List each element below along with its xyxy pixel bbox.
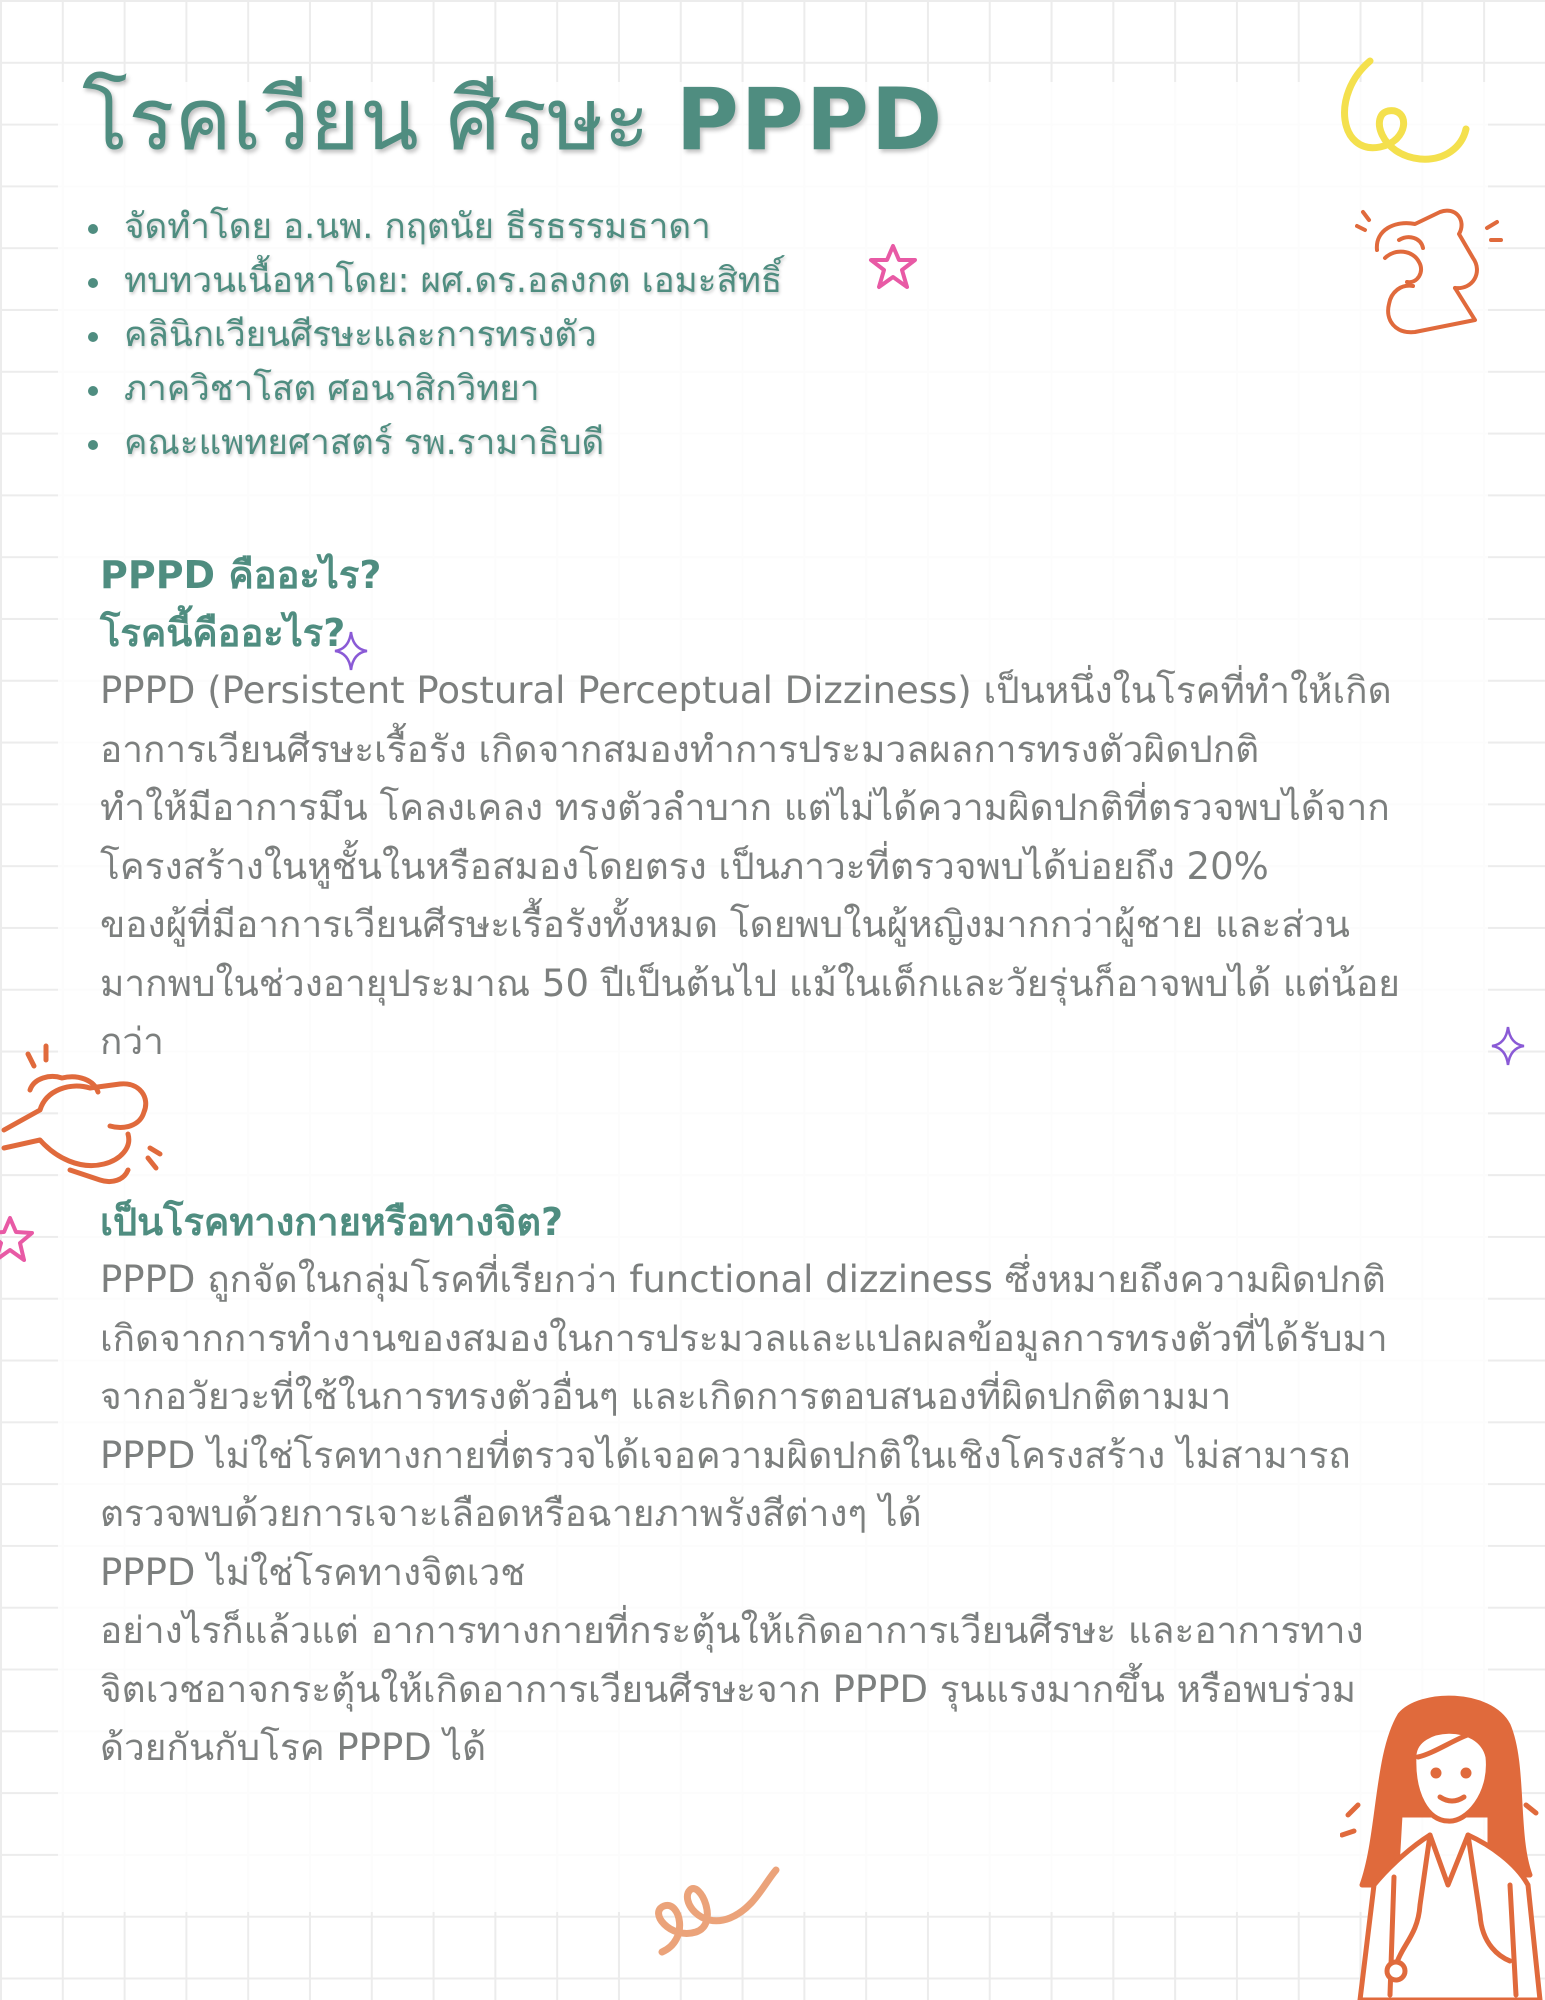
credit-faculty: คณะแพทยศาสตร์ รพ.รามาธิบดี (88, 416, 782, 470)
body-line: PPPD ไม่ใช่โรคทางจิตเวช (100, 1550, 526, 1594)
purple-sparkle-icon (1490, 1025, 1526, 1067)
title-main: โรคเวียน ศีรษะ (82, 70, 650, 170)
yellow-swirl-icon (1310, 55, 1470, 170)
pink-star-icon (868, 243, 918, 293)
pink-star-icon (0, 1215, 40, 1265)
orange-squiggle-icon (650, 1840, 780, 1960)
body-line: มากพบในช่วงอายุประมาณ 50 ปีเป็นต้นไป แม้ในเด็กและวัยรุ่นก็อาจพบได้ แต่น้อย (100, 961, 1400, 1005)
credits-list (88, 200, 782, 470)
body-line: PPPD ไม่ใช่โรคทางกายที่ตรวจได้เจอความผิดปกติในเชิงโครงสร้าง ไม่สามารถ (100, 1433, 1351, 1477)
body-line: PPPD ถูกจัดในกลุ่มโรคที่เรียกว่า functional dizziness ซึ่งหมายถึงความผิดปกติ (100, 1258, 1386, 1301)
body-line: PPPD (Persistent Postural Perceptual Dizziness) เป็นหนึ่งในโรคที่ทำให้เกิด (100, 669, 1392, 712)
body-line: ทำให้มีอาการมึน โคลงเคลง ทรงตัวลำบาก แต่ไม่ได้ความผิดปกติที่ตรวจพบได้จาก (100, 786, 1390, 829)
credit-clinic: คลินิกเวียนศีรษะและการทรงตัว (88, 308, 782, 362)
body-line: ด้วยกันกับโรค PPPD ได้ (100, 1726, 487, 1769)
body-line: อาการเวียนศีรษะเรื้อรัง เกิดจากสมองทำการประมวลผลการทรงตัวผิดปกติ (100, 727, 1260, 771)
credit-author: จัดทำโดย อ.นพ. กฤตนัย ธีรธรรมธาดา (88, 200, 782, 254)
body-line: กว่า (100, 1020, 164, 1063)
body-line: ตรวจพบด้วยการเจาะเลือดหรือฉายภาพรังสีต่างๆ ได้ (100, 1492, 922, 1535)
credit-department: ภาควิชาโสต ศอนาสิกวิทยา (88, 362, 782, 416)
body-line: โครงสร้างในหูชั้นในหรือสมองโดยตรง เป็นภาวะที่ตรวจพบได้บ่อยถึง 20% (100, 844, 1269, 888)
body-line: อย่างไรก็แล้วแต่ อาการทางกายที่กระตุ้นให้เกิดอาการเวียนศีรษะ และอาการทาง (100, 1609, 1364, 1652)
body-line: เกิดจากการทำงานของสมองในการประมวลและแปลผลข้อมูลการทรงตัวที่ได้รับมา (100, 1316, 1388, 1360)
doctor-illustration (1340, 1695, 1545, 2000)
title-acronym: PPPD (675, 70, 945, 170)
section-what-is-pppd (100, 546, 1500, 1072)
section-physical-or-mental (100, 1193, 1500, 1778)
purple-sparkle-icon (333, 630, 369, 672)
credit-reviewer: ทบทวนเนื้อหาโดย: ผศ.ดร.อลงกต เอมะสิทธิ์ (88, 254, 782, 308)
body-line: จิตเวชอาจกระตุ้นให้เกิดอาการเวียนศีรษะจาก PPPD รุนแรงมากขึ้น หรือพบร่วม (100, 1667, 1357, 1711)
handshake-icon (0, 1030, 165, 1190)
body-line: ของผู้ที่มีอาการเวียนศีรษะเรื้อรังทั้งหมด โดยพบในผู้หญิงมากกว่าผู้ชาย และส่วน (100, 903, 1350, 946)
body-line: จากอวัยวะที่ใช้ในการทรงตัวอื่นๆ และเกิดการตอบสนองที่ผิดปกติตามมา (100, 1375, 1232, 1418)
page-title (82, 60, 944, 180)
handshake-icon (1355, 200, 1505, 340)
section-heading-physical-or-mental: เป็นโรคทางกายหรือทางจิต? (100, 1200, 564, 1244)
section-heading-what-disease: โรคนี้คืออะไร? (100, 611, 346, 655)
section-heading-what-is: PPPD คืออะไร? (100, 553, 382, 597)
